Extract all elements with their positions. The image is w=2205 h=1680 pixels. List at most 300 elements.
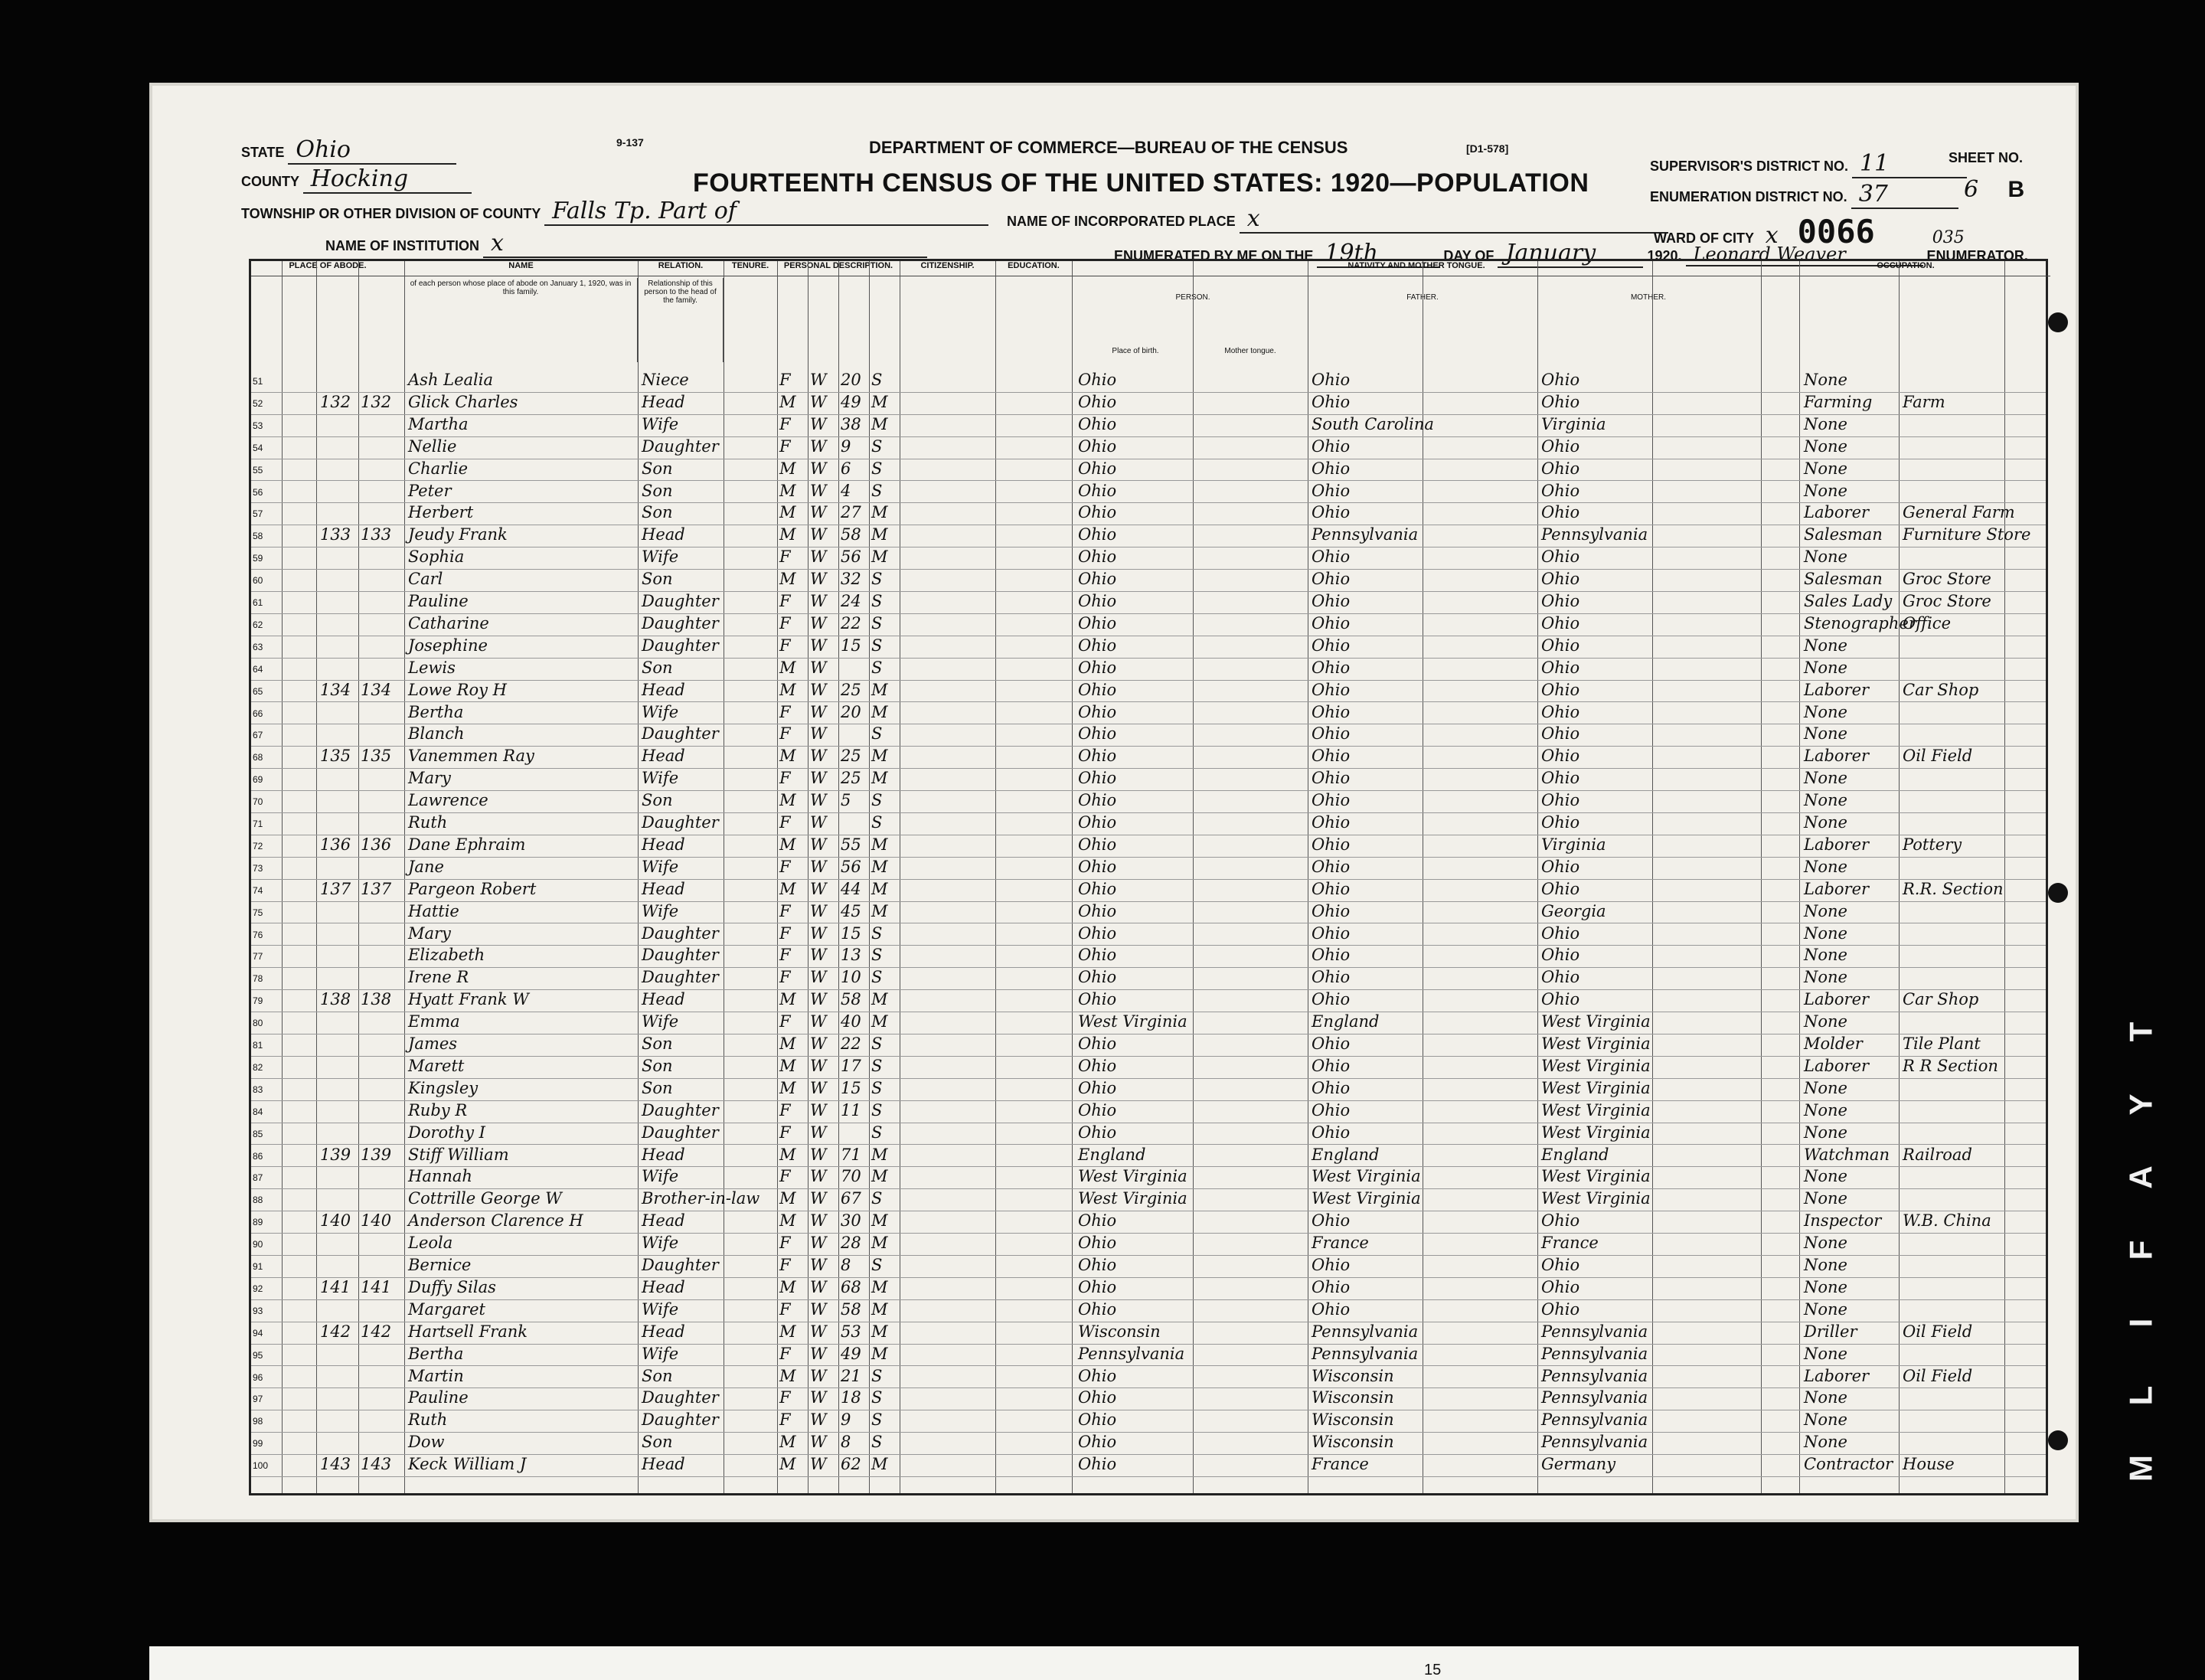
cell-n: 63	[253, 641, 263, 652]
cell-rel: Son	[642, 481, 673, 500]
table-row	[251, 1078, 2046, 1101]
cell-fpob: Wisconsin	[1312, 1433, 1394, 1452]
cell-race: W	[810, 1256, 827, 1274]
cell-rel: Daughter	[642, 1388, 719, 1407]
cell-pob: Ohio	[1078, 481, 1117, 500]
person-subheader: PERSON.	[1175, 293, 1210, 302]
cell-ms: S	[871, 1189, 883, 1208]
cell-ind: W.B. China	[1903, 1211, 1991, 1231]
cell-age: 11	[841, 1100, 861, 1119]
cell-race: W	[810, 436, 827, 456]
population-table	[249, 259, 2048, 1495]
cell-name: Pargeon Robert	[408, 879, 537, 898]
cell-pob: Ohio	[1078, 791, 1117, 810]
section-tenure: TENURE.	[724, 261, 777, 276]
cell-n: 87	[253, 1172, 263, 1184]
cell-race: W	[810, 613, 827, 632]
cell-race: W	[810, 724, 827, 744]
table-row	[251, 1344, 2046, 1367]
cell-pob: Ohio	[1078, 1299, 1117, 1319]
cell-n: 51	[253, 376, 263, 387]
cell-mpob: Ohio	[1541, 769, 1580, 788]
cell-sex: M	[779, 658, 796, 677]
cell-sex: M	[779, 791, 796, 810]
cell-n: 54	[253, 442, 263, 453]
cell-n: 52	[253, 397, 263, 409]
cell-name: Jeudy Frank	[408, 525, 508, 544]
cell-rel: Daughter	[642, 592, 719, 610]
cell-ind: General Farm	[1903, 503, 2015, 522]
cell-rel: Head	[642, 747, 685, 766]
cell-sex: F	[779, 613, 791, 632]
film-mark	[2122, 995, 2182, 1669]
cell-ind: Groc Store	[1903, 592, 1991, 610]
enumeration-label: ENUMERATION DISTRICT NO.	[1650, 189, 1847, 204]
stamp-side-number: 035	[1932, 228, 1965, 247]
cell-sex: F	[779, 769, 791, 788]
cell-ind: Furniture Store	[1903, 525, 2031, 544]
cell-sex: M	[779, 459, 796, 478]
cell-name: Nellie	[408, 436, 457, 456]
cell-age: 58	[841, 1299, 861, 1319]
cell-ind: Office	[1903, 613, 1951, 632]
cell-rel: Daughter	[642, 923, 719, 943]
cell-pob: Ohio	[1078, 1234, 1117, 1253]
punch-hole	[2048, 312, 2068, 332]
cell-name: Cottrille George W	[408, 1189, 562, 1208]
cell-ms: S	[871, 1388, 883, 1407]
cell-mpob: Virginia	[1541, 835, 1606, 854]
cell-rel: Head	[642, 525, 685, 544]
table-row	[251, 1123, 2046, 1146]
cell-fpob: Ohio	[1312, 835, 1351, 854]
cell-pob: Ohio	[1078, 636, 1117, 655]
cell-mpob: Ohio	[1541, 436, 1580, 456]
cell-pob: West Virginia	[1078, 1167, 1187, 1186]
cell-ms: M	[871, 1344, 888, 1363]
cell-occ: None	[1804, 813, 1847, 832]
cell-fam: 133	[361, 525, 392, 544]
table-row	[251, 636, 2046, 659]
section-relation: RELATION.	[638, 261, 724, 276]
cell-mpob: Ohio	[1541, 968, 1580, 987]
cell-occ: None	[1804, 1078, 1847, 1097]
cell-fpob: Ohio	[1312, 923, 1351, 943]
cell-ind: Car Shop	[1903, 990, 1979, 1009]
cell-ms: M	[871, 1277, 888, 1296]
cell-age: 68	[841, 1277, 861, 1296]
cell-rel: Son	[642, 658, 673, 677]
cell-ms: M	[871, 1211, 888, 1231]
cell-n: 79	[253, 995, 263, 1007]
cell-age: 9	[841, 1410, 851, 1430]
cell-fpob: Ohio	[1312, 724, 1351, 744]
cell-rel: Daughter	[642, 724, 719, 744]
cell-occ: Salesman	[1804, 525, 1883, 544]
table-row	[251, 1166, 2046, 1189]
cell-sex: F	[779, 1344, 791, 1363]
cell-race: W	[810, 923, 827, 943]
cell-ms: S	[871, 923, 883, 943]
cell-rel: Daughter	[642, 436, 719, 456]
cell-name: Charlie	[408, 459, 469, 478]
father-subheader: FATHER.	[1406, 293, 1439, 302]
cell-occ: None	[1804, 1277, 1847, 1296]
table-row	[251, 1255, 2046, 1278]
cell-sex: M	[779, 481, 796, 500]
name-column-header: of each person whose place of abode on January 1, 1920, was in this family.	[404, 278, 638, 362]
cell-name: Josephine	[408, 636, 488, 655]
cell-occ: None	[1804, 414, 1847, 433]
section-citizenship: CITIZENSHIP.	[900, 261, 995, 276]
cell-fpob: Ohio	[1312, 459, 1351, 478]
cell-sex: M	[779, 1322, 796, 1341]
cell-mpob: Ohio	[1541, 923, 1580, 943]
cell-ms: M	[871, 503, 888, 522]
person-birthplace-header: Place of birth.	[1112, 347, 1159, 355]
cell-rel: Wife	[642, 769, 679, 788]
cell-rel: Son	[642, 1433, 673, 1452]
cell-name: Pauline	[408, 1388, 469, 1407]
table-row	[251, 658, 2046, 681]
form-code: [D1-578]	[1466, 142, 1509, 155]
section-education: EDUCATION.	[995, 261, 1072, 276]
cell-pob: Ohio	[1078, 1078, 1117, 1097]
cell-age: 25	[841, 680, 861, 699]
table-row	[251, 1277, 2046, 1300]
cell-ms: M	[871, 392, 888, 411]
cell-fpob: South Carolina	[1312, 414, 1434, 433]
cell-age: 6	[841, 459, 851, 478]
cell-rel: Son	[642, 791, 673, 810]
cell-ms: S	[871, 1433, 883, 1452]
cell-fpob: Ohio	[1312, 1256, 1351, 1274]
cell-race: W	[810, 636, 827, 655]
page-number: 15	[1424, 1662, 1442, 1678]
cell-pob: Ohio	[1078, 1388, 1117, 1407]
cell-fpob: Ohio	[1312, 371, 1351, 389]
cell-occ: None	[1804, 1388, 1847, 1407]
cell-ms: M	[871, 680, 888, 699]
cell-pob: Ohio	[1078, 923, 1117, 943]
cell-pob: West Virginia	[1078, 1189, 1187, 1208]
cell-rel: Brother-in-law	[642, 1189, 760, 1208]
cell-name: Martin	[408, 1366, 464, 1385]
cell-fpob: Pennsylvania	[1312, 1322, 1419, 1341]
cell-mpob: Virginia	[1541, 414, 1606, 433]
state-field	[241, 136, 456, 165]
cell-race: W	[810, 481, 827, 500]
cell-occ: None	[1804, 1012, 1847, 1031]
cell-rel: Wife	[642, 1344, 679, 1363]
cell-ms: S	[871, 813, 883, 832]
cell-ms: M	[871, 414, 888, 433]
table-row	[251, 1233, 2046, 1256]
cell-rel: Daughter	[642, 613, 719, 632]
cell-sex: F	[779, 1012, 791, 1031]
cell-mpob: Pennsylvania	[1541, 1410, 1648, 1430]
cell-mpob: Pennsylvania	[1541, 1322, 1648, 1341]
cell-rel: Head	[642, 1145, 685, 1164]
cell-n: 62	[253, 619, 263, 630]
cell-sex: M	[779, 835, 796, 854]
incorporated-label: NAME OF INCORPORATED PLACE	[1007, 214, 1236, 229]
cell-n: 83	[253, 1084, 263, 1095]
cell-mpob: Ohio	[1541, 813, 1580, 832]
cell-occ: None	[1804, 968, 1847, 987]
cell-n: 64	[253, 663, 263, 675]
table-row	[251, 1034, 2046, 1057]
census-sheet	[149, 83, 2079, 1522]
cell-race: W	[810, 1299, 827, 1319]
cell-age: 56	[841, 857, 861, 876]
cell-age: 56	[841, 547, 861, 567]
cell-mpob: West Virginia	[1541, 1078, 1651, 1097]
cell-n: 88	[253, 1195, 263, 1206]
cell-rel: Head	[642, 1211, 685, 1231]
cell-sex: M	[779, 1277, 796, 1296]
cell-age: 25	[841, 747, 861, 766]
cell-occ: Laborer	[1804, 1056, 1870, 1075]
cell-mpob: Ohio	[1541, 702, 1580, 721]
cell-race: W	[810, 547, 827, 567]
cell-n: 81	[253, 1040, 263, 1051]
punch-hole	[2048, 1430, 2068, 1450]
cell-mpob: Ohio	[1541, 1211, 1580, 1231]
supervisor-label: SUPERVISOR'S DISTRICT NO.	[1650, 159, 1848, 174]
relation-column-header: Relationship of this person to the head of the family.	[638, 278, 724, 362]
film-letter: L	[2122, 1385, 2159, 1406]
cell-pob: Ohio	[1078, 724, 1117, 744]
cell-name: Mary	[408, 769, 451, 788]
cell-rel: Daughter	[642, 1256, 719, 1274]
cell-pob: Ohio	[1078, 1211, 1117, 1231]
cell-occ: None	[1804, 658, 1847, 677]
cell-sex: M	[779, 392, 796, 411]
cell-sex: F	[779, 436, 791, 456]
cell-n: 66	[253, 708, 263, 719]
cell-sex: M	[779, 503, 796, 522]
cell-sex: F	[779, 702, 791, 721]
cell-ms: S	[871, 1078, 883, 1097]
cell-name: Dane Ephraim	[408, 835, 526, 854]
cell-age: 18	[841, 1388, 861, 1407]
cell-occ: Sales Lady	[1804, 592, 1893, 610]
cell-n: 91	[253, 1261, 263, 1272]
cell-mpob: West Virginia	[1541, 1123, 1651, 1142]
cell-ms: S	[871, 1366, 883, 1385]
cell-name: Dow	[408, 1433, 445, 1452]
cell-pob: Pennsylvania	[1078, 1344, 1185, 1363]
cell-ms: S	[871, 658, 883, 677]
cell-occ: Inspector	[1804, 1211, 1882, 1231]
cell-pob: Ohio	[1078, 879, 1117, 898]
cell-sex: M	[779, 1145, 796, 1164]
cell-occ: Contractor	[1804, 1455, 1893, 1474]
cell-sex: F	[779, 1256, 791, 1274]
cell-race: W	[810, 702, 827, 721]
cell-pob: Ohio	[1078, 392, 1117, 411]
cell-fpob: Ohio	[1312, 990, 1351, 1009]
cell-sex: F	[779, 946, 791, 965]
cell-ms: S	[871, 1056, 883, 1075]
cell-rel: Wife	[642, 414, 679, 433]
table-row	[251, 680, 2046, 703]
cell-rel: Head	[642, 835, 685, 854]
cell-occ: Laborer	[1804, 747, 1870, 766]
cell-pob: Ohio	[1078, 371, 1117, 389]
cell-fpob: England	[1312, 1012, 1380, 1031]
cell-occ: Laborer	[1804, 503, 1870, 522]
cell-sex: M	[779, 1078, 796, 1097]
table-row	[251, 857, 2046, 880]
cell-fam: 134	[361, 680, 392, 699]
cell-ms: S	[871, 1410, 883, 1430]
cell-dwel: 142	[320, 1322, 351, 1341]
cell-ind: Tile Plant	[1903, 1034, 1981, 1053]
cell-name: Ruth	[408, 813, 448, 832]
cell-rel: Son	[642, 1034, 673, 1053]
table-row	[251, 525, 2046, 547]
cell-fpob: Ohio	[1312, 968, 1351, 987]
cell-n: 57	[253, 508, 263, 520]
cell-ms: S	[871, 1100, 883, 1119]
table-row	[251, 724, 2046, 747]
cell-n: 58	[253, 531, 263, 542]
cell-n: 98	[253, 1416, 263, 1427]
state-label: STATE	[241, 145, 285, 160]
cell-n: 73	[253, 862, 263, 874]
cell-name: Ruth	[408, 1410, 448, 1430]
cell-age: 40	[841, 1012, 861, 1031]
form-number: 9-137	[616, 136, 644, 149]
cell-n: 94	[253, 1327, 263, 1338]
cell-dwel: 133	[320, 525, 351, 544]
cell-mpob: Ohio	[1541, 547, 1580, 567]
section-occupation: OCCUPATION.	[1761, 261, 2050, 276]
table-row	[251, 1432, 2046, 1455]
cell-race: W	[810, 1100, 827, 1119]
cell-occ: None	[1804, 1100, 1847, 1119]
cell-race: W	[810, 1167, 827, 1186]
cell-age: 44	[841, 879, 861, 898]
cell-occ: None	[1804, 946, 1847, 965]
cell-occ: Farming	[1804, 392, 1873, 411]
cell-rel: Son	[642, 1056, 673, 1075]
cell-age: 20	[841, 371, 861, 389]
cell-name: Emma	[408, 1012, 460, 1031]
cell-age: 32	[841, 570, 861, 589]
cell-ms: M	[871, 1012, 888, 1031]
cell-n: 55	[253, 464, 263, 476]
cell-age: 62	[841, 1455, 861, 1474]
cell-sex: F	[779, 813, 791, 832]
sheet-number-field	[1949, 150, 2023, 166]
cell-ms: S	[871, 1256, 883, 1274]
cell-fam: 136	[361, 835, 392, 854]
cell-age: 21	[841, 1366, 861, 1385]
cell-age: 4	[841, 481, 851, 500]
cell-ms: M	[871, 769, 888, 788]
section-place-of-abode: PLACE OF ABODE.	[251, 261, 404, 276]
cell-dwel: 143	[320, 1455, 351, 1474]
cell-pob: Ohio	[1078, 1034, 1117, 1053]
cell-n: 56	[253, 486, 263, 498]
cell-fpob: Ohio	[1312, 680, 1351, 699]
table-row	[251, 768, 2046, 791]
film-letter: Y	[2122, 1093, 2159, 1116]
cell-rel: Head	[642, 1322, 685, 1341]
cell-age: 58	[841, 525, 861, 544]
cell-rel: Head	[642, 1455, 685, 1474]
ward-field	[1654, 213, 1965, 250]
cell-name: Kingsley	[408, 1078, 479, 1097]
cell-sex: F	[779, 371, 791, 389]
cell-mpob: Germany	[1541, 1455, 1616, 1474]
cell-mpob: Ohio	[1541, 570, 1580, 589]
township-value: Falls Tp. Part of	[544, 198, 988, 226]
cell-age: 71	[841, 1145, 861, 1164]
cell-ms: M	[871, 1145, 888, 1164]
cell-pob: Ohio	[1078, 1366, 1117, 1385]
cell-race: W	[810, 747, 827, 766]
cell-pob: Ohio	[1078, 990, 1117, 1009]
cell-name: Jane	[408, 857, 444, 876]
cell-n: 100	[253, 1460, 269, 1472]
county-field	[241, 165, 472, 194]
section-personal: PERSONAL DESCRIPTION.	[777, 261, 900, 276]
cell-rel: Daughter	[642, 1100, 719, 1119]
cell-rel: Head	[642, 392, 685, 411]
cell-age: 53	[841, 1322, 861, 1341]
cell-fpob: Ohio	[1312, 1299, 1351, 1319]
cell-mpob: Ohio	[1541, 658, 1580, 677]
incorporated-value: x	[1240, 205, 1668, 234]
cell-sex: M	[779, 570, 796, 589]
cell-mpob: Pennsylvania	[1541, 1433, 1648, 1452]
cell-sex: F	[779, 1234, 791, 1253]
cell-mpob: Ohio	[1541, 481, 1580, 500]
table-row	[251, 1145, 2046, 1168]
cell-occ: None	[1804, 1433, 1847, 1452]
cell-ms: S	[871, 570, 883, 589]
cell-mpob: Ohio	[1541, 592, 1580, 610]
cell-pob: West Virginia	[1078, 1012, 1187, 1031]
cell-age: 25	[841, 769, 861, 788]
enumeration-value: 37	[1851, 181, 1958, 209]
cell-n: 96	[253, 1371, 263, 1383]
cell-name: Marett	[408, 1056, 465, 1075]
cell-mpob: Ohio	[1541, 636, 1580, 655]
cell-fam: 140	[361, 1211, 392, 1231]
cell-ms: S	[871, 1034, 883, 1053]
film-letter: F	[2122, 1240, 2159, 1260]
cell-fpob: Ohio	[1312, 613, 1351, 632]
cell-occ: None	[1804, 371, 1847, 389]
cell-race: W	[810, 1211, 827, 1231]
cell-n: 75	[253, 907, 263, 918]
cell-n: 69	[253, 774, 263, 786]
cell-n: 76	[253, 929, 263, 940]
cell-name: Dorothy I	[408, 1123, 485, 1142]
cell-ind: Oil Field	[1903, 747, 1973, 766]
cell-fpob: Pennsylvania	[1312, 525, 1419, 544]
cell-n: 80	[253, 1018, 263, 1029]
cell-mpob: Ohio	[1541, 724, 1580, 744]
cell-fpob: Ohio	[1312, 1123, 1351, 1142]
cell-occ: Laborer	[1804, 680, 1870, 699]
cell-ms: S	[871, 791, 883, 810]
